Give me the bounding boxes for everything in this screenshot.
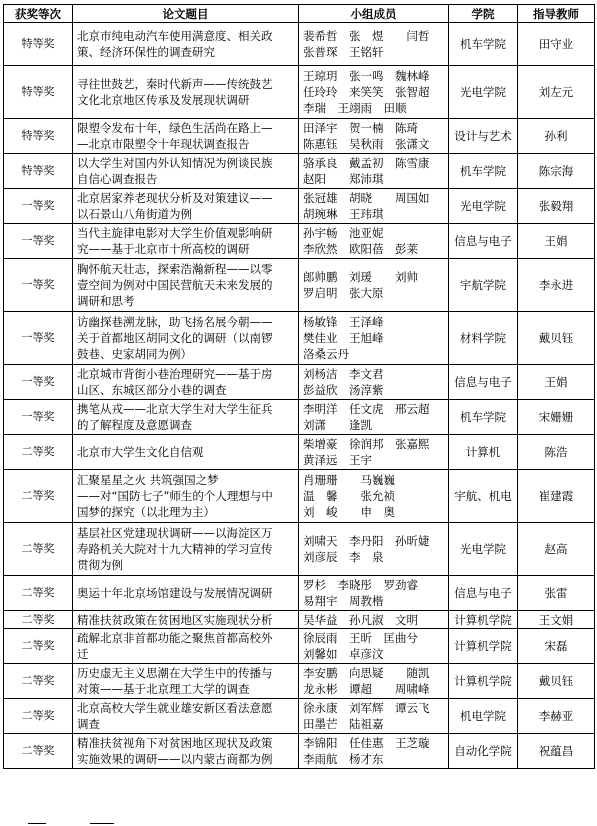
table-row [4, 576, 595, 611]
college-cell: 自动化学院 [449, 734, 518, 769]
members-line: 王琼玥 张一鸣 魏林峰 [303, 69, 430, 83]
members-cell [299, 699, 449, 734]
college-cell: 机车学院 [449, 154, 518, 189]
college-cell: 机电学院 [449, 699, 518, 734]
title-line: 精准扶贫视角下对贫困地区现状及政策 [77, 736, 273, 750]
members-line: 张冠雄 胡晓 周国如 [303, 191, 430, 205]
members-cell [299, 523, 449, 576]
college-cell: 光电学院 [449, 189, 518, 224]
table-row [4, 523, 595, 576]
members-cell [299, 435, 449, 470]
members-cell [299, 365, 449, 400]
header-award: 获奖等次 [4, 5, 73, 23]
title-cell [73, 470, 299, 523]
title-line: 寿路机关大院对十九大精神的学习宣传 [77, 542, 273, 556]
members-line: 徐辰雨 王昕 匡曲兮 [303, 631, 418, 645]
title-cell [73, 400, 299, 435]
title-line: 以石景山八角街道为例 [77, 207, 192, 221]
teacher-cell: 张毅翔 [518, 189, 595, 224]
members-line: 田泽宇 贺一楠 陈琦 [303, 121, 418, 135]
members-line: 龙永彬 谭超 周啸峰 [303, 682, 430, 696]
college-cell: 设计与艺术 [449, 119, 518, 154]
title-cell [73, 611, 299, 629]
table-row [4, 154, 595, 189]
members-line: 李明洋 任文虎 邢云超 [303, 402, 430, 416]
teacher-cell: 王文娟 [518, 611, 595, 629]
title-line: 北京城市背街小巷治理研究——基于房 [77, 367, 273, 381]
teacher-cell: 王娟 [518, 224, 595, 259]
college-cell: 光电学院 [449, 66, 518, 119]
title-line: 文化北京地区传承及发展现状调研 [77, 93, 250, 107]
title-line: 胸怀航天壮志，探索浩瀚新程——以零 [77, 262, 273, 276]
members-line: 胡琬琳 王玮琪 [303, 207, 384, 221]
members-cell [299, 312, 449, 365]
members-cell [299, 664, 449, 699]
members-cell [299, 611, 449, 629]
members-line: 田墨芒 陆祖嘉 [303, 717, 384, 731]
teacher-cell: 宋姗姗 [518, 400, 595, 435]
award-cell: 一等奖 [4, 400, 73, 435]
members-line: 柴增豪 徐润邦 张嘉熙 [303, 437, 430, 451]
title-line: 汇聚星星之火 共筑强国之梦 [77, 473, 219, 487]
members-line: 李欣然 欧阳蓓 彭莱 [303, 242, 418, 256]
members-cell [299, 734, 449, 769]
title-cell [73, 119, 299, 154]
title-line: 调查 [77, 717, 100, 731]
teacher-cell: 王娟 [518, 365, 595, 400]
title-line: 关于首都地区胡同文化的调研（以南锣 [77, 331, 273, 345]
members-line: 刘 峻 申 奥 [303, 505, 395, 519]
award-cell: 特等奖 [4, 119, 73, 154]
teacher-cell: 刘左元 [518, 66, 595, 119]
members-cell [299, 259, 449, 312]
title-cell [73, 66, 299, 119]
awards-table [3, 4, 595, 769]
college-cell: 计算机学院 [449, 629, 518, 664]
award-cell: 二等奖 [4, 699, 73, 734]
title-line: 自信心调查报告 [77, 172, 158, 186]
table-row [4, 119, 595, 154]
college-cell: 宇航、机电 [449, 470, 518, 523]
table-row [4, 611, 595, 629]
members-cell [299, 629, 449, 664]
header-row [4, 5, 595, 23]
title-cell [73, 365, 299, 400]
award-cell: 二等奖 [4, 576, 73, 611]
award-cell: 二等奖 [4, 629, 73, 664]
college-cell: 计算机学院 [449, 664, 518, 699]
title-line: 当代主旋律电影对大学生价值观影响研 [77, 226, 273, 240]
title-cell [73, 435, 299, 470]
members-cell [299, 154, 449, 189]
table-row [4, 400, 595, 435]
college-cell: 光电学院 [449, 523, 518, 576]
title-cell [73, 224, 299, 259]
members-line: 郎帅鹏 刘瑗 刘帅 [303, 270, 418, 284]
award-cell: 特等奖 [4, 66, 73, 119]
college-cell: 信息与电子 [449, 224, 518, 259]
members-cell [299, 224, 449, 259]
members-line: 骆承良 戴孟初 陈雪康 [303, 156, 430, 170]
title-line: 的了解程度及意愿调查 [77, 418, 192, 432]
award-cell: 一等奖 [4, 259, 73, 312]
title-cell [73, 154, 299, 189]
title-line: 鼓巷、史家胡同为例） [77, 347, 192, 361]
table-row [4, 224, 595, 259]
teacher-cell: 李赫亚 [518, 699, 595, 734]
award-cell: 二等奖 [4, 734, 73, 769]
members-line: 裴希哲 张 煜 闫哲 [303, 29, 430, 43]
award-cell: 一等奖 [4, 312, 73, 365]
members-line: 李安鹏 向思疑 随凯 [303, 666, 430, 680]
title-cell [73, 629, 299, 664]
teacher-cell: 陈浩 [518, 435, 595, 470]
header-members: 小组成员 [299, 5, 449, 23]
table-row [4, 734, 595, 769]
teacher-cell: 赵高 [518, 523, 595, 576]
table-row [4, 435, 595, 470]
title-line: 疏解北京非首都功能之聚焦首都高校外 [77, 631, 273, 645]
title-line: 北京市纯电动汽车使用满意度、相关政 [77, 29, 273, 43]
title-cell [73, 523, 299, 576]
table-row [4, 189, 595, 224]
header-teacher: 指导教师 [518, 5, 595, 23]
members-line: 彭益欣 汤淳紫 [303, 383, 384, 397]
teacher-cell: 李永进 [518, 259, 595, 312]
title-cell [73, 664, 299, 699]
award-cell: 二等奖 [4, 611, 73, 629]
title-line: 对策——基于北京理工大学的调查 [77, 682, 250, 696]
table-row [4, 470, 595, 523]
college-cell: 材料学院 [449, 312, 518, 365]
members-cell [299, 119, 449, 154]
members-line: 陈惠钰 吴秋雨 张潇文 [303, 137, 430, 151]
title-line: 调研和思考 [77, 294, 135, 308]
members-cell [299, 576, 449, 611]
members-line: 吴华益 孙凡淑 文明 [303, 612, 418, 627]
college-cell: 机车学院 [449, 400, 518, 435]
title-line: —北京市限塑令十年现状调查报告 [77, 137, 250, 151]
members-cell [299, 470, 449, 523]
teacher-cell: 田守业 [518, 23, 595, 66]
title-cell [73, 189, 299, 224]
members-line: 任玲玲 来笑笑 张智超 [303, 85, 430, 99]
teacher-cell: 张雷 [518, 576, 595, 611]
title-line: 北京居家养老现状分析及对策建议—— [77, 191, 273, 205]
title-line: 山区、东城区部分小巷的调查 [77, 383, 227, 397]
members-line: 李瑞 王翊雨 田顺 [303, 101, 407, 115]
table-row [4, 365, 595, 400]
college-cell: 计算机学院 [449, 611, 518, 629]
teacher-cell: 祝蕴昌 [518, 734, 595, 769]
title-line: ——对“国防七子”师生的个人理想与中 [77, 489, 273, 503]
members-line: 李雨航 杨才东 [303, 752, 384, 766]
table-body [4, 23, 595, 769]
title-cell [73, 734, 299, 769]
header-title: 论文题目 [73, 5, 299, 23]
title-line: 访幽探巷溯龙脉，助飞扬名展今朝—— [77, 315, 273, 329]
title-line: 基层社区党建现状调研——以海淀区万 [77, 526, 273, 540]
footer-rule [28, 823, 46, 824]
members-cell [299, 23, 449, 66]
members-cell [299, 400, 449, 435]
members-line: 徐永康 刘军辉 谭云飞 [303, 701, 430, 715]
college-cell: 信息与电子 [449, 576, 518, 611]
teacher-cell: 戴贝钰 [518, 312, 595, 365]
award-cell: 一等奖 [4, 189, 73, 224]
table-row [4, 66, 595, 119]
title-cell [73, 312, 299, 365]
award-cell: 二等奖 [4, 435, 73, 470]
college-cell: 信息与电子 [449, 365, 518, 400]
members-line: 黄泽远 王宇 [303, 453, 372, 467]
table-row [4, 23, 595, 66]
members-line: 赵阳 郑沛琪 [303, 172, 384, 186]
title-line: 寻往世鼓艺，秦时代新声——传统鼓艺 [77, 77, 273, 91]
members-line: 刘杨洁 李文君 [303, 367, 384, 381]
table-row [4, 312, 595, 365]
members-cell [299, 66, 449, 119]
teacher-cell: 崔建霞 [518, 470, 595, 523]
members-line: 罗启明 张大原 [303, 286, 384, 300]
table-row [4, 664, 595, 699]
college-cell: 机车学院 [449, 23, 518, 66]
title-cell [73, 576, 299, 611]
title-line: 实施效果的调研——以内蒙古商都为例 [77, 752, 273, 766]
title-line: 贯彻为例 [77, 558, 123, 572]
members-line: 肖珊珊 马巍巍 [303, 473, 395, 487]
members-line: 樊佳业 王旭峰 [303, 331, 384, 345]
title-line: 迁 [77, 647, 89, 661]
title-line: 奥运十年北京场馆建设与发展情况调研 [77, 586, 273, 600]
title-cell [73, 259, 299, 312]
award-cell: 特等奖 [4, 154, 73, 189]
teacher-cell: 宋磊 [518, 629, 595, 664]
title-line: 策、经济环保性的调查研究 [77, 45, 215, 59]
title-line: 精准扶贫政策在贫困地区实施现状分析 [77, 612, 273, 627]
award-cell: 二等奖 [4, 523, 73, 576]
members-line: 刘馨如 卓彦汶 [303, 647, 384, 661]
table-row [4, 259, 595, 312]
teacher-cell: 戴贝钰 [518, 664, 595, 699]
members-line: 刘啸天 李丹阳 孙昕婕 [303, 534, 430, 548]
footer-rule [90, 823, 114, 824]
title-line: 限塑令发布十年，绿色生活尚在路上— [77, 121, 273, 135]
members-line: 温 馨 张允祯 [303, 489, 395, 503]
title-line: 国梦的探究（以北理为主） [77, 505, 215, 519]
members-cell [299, 189, 449, 224]
award-cell: 一等奖 [4, 224, 73, 259]
title-line: 携笔从戎——北京大学生对大学生征兵 [77, 402, 273, 416]
table-row [4, 699, 595, 734]
award-cell: 二等奖 [4, 664, 73, 699]
title-line: 北京高校大学生就业雄安新区看法意愿 [77, 701, 273, 715]
title-cell [73, 699, 299, 734]
members-line: 孙宇畅 池亚妮 [303, 226, 384, 240]
teacher-cell: 陈宗海 [518, 154, 595, 189]
title-line: 究——基于北京市十所高校的调研 [77, 242, 250, 256]
members-line: 刘潇 逢凯 [303, 418, 372, 432]
members-line: 易翔宇 周教楷 [303, 594, 384, 608]
award-cell: 特等奖 [4, 23, 73, 66]
title-cell [73, 23, 299, 66]
title-line: 以大学生对国内外认知情况为例谈民族 [77, 156, 273, 170]
award-cell: 一等奖 [4, 365, 73, 400]
title-line: 北京市大学生文化自信观 [77, 445, 204, 459]
title-line: 历史虚无主义思潮在大学生中的传播与 [77, 666, 273, 680]
members-line: 洛桑云丹 [303, 347, 349, 361]
college-cell: 宇航学院 [449, 259, 518, 312]
members-line: 张普琛 王铭轩 [303, 45, 384, 59]
award-cell: 二等奖 [4, 470, 73, 523]
header-college: 学院 [449, 5, 518, 23]
members-line: 刘彦辰 李 泉 [303, 550, 384, 564]
members-line: 杨敏锋 王泽峰 [303, 315, 384, 329]
members-line: 罗杉 李晓彤 罗劲睿 [303, 578, 418, 592]
table-row [4, 629, 595, 664]
title-line: 壹空间为例对中国民营航天未来发展的 [77, 278, 273, 292]
members-line: 李锦阳 任佳惠 王芝璇 [303, 736, 430, 750]
teacher-cell: 孙利 [518, 119, 595, 154]
college-cell: 计算机 [449, 435, 518, 470]
